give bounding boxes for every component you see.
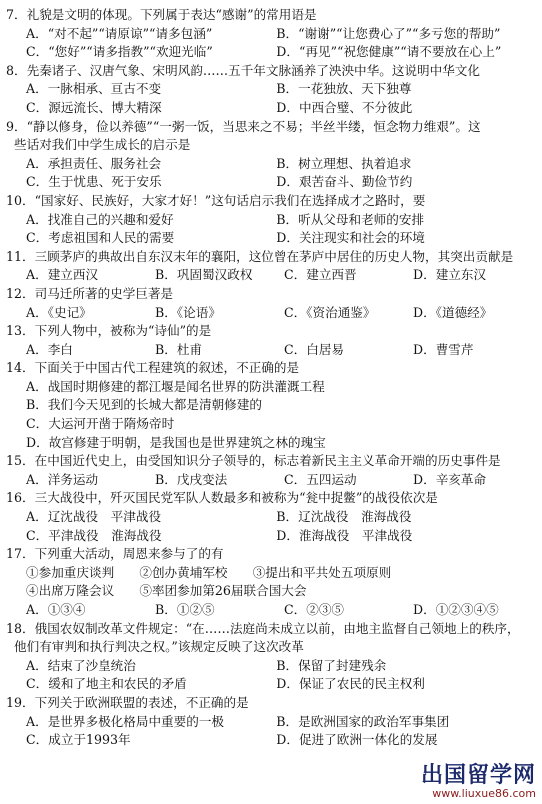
option-a: A．结束了沙皇统治 xyxy=(26,657,136,673)
question-stem-continued: 些话对我们中学生成长的启示是 xyxy=(14,137,191,153)
question-8 xyxy=(0,62,542,118)
option-d: D．关注现实和社会的环境 xyxy=(276,230,425,246)
options-group xyxy=(0,341,542,360)
question-item-row: ①参加重庆谈判 ②创办黄埔军校 ③提出和平共处五项原则 xyxy=(26,564,392,580)
option-d: D．建立东汉 xyxy=(413,267,487,283)
question-stem: 10．“国家好、民族好，大家才好！”这句话启示我们在选择成才之路时，要 xyxy=(6,192,426,208)
option-b: B．巩固蜀汉政权 xyxy=(155,267,253,283)
option-b: B．保留了封建残余 xyxy=(276,657,387,673)
options-group xyxy=(0,471,542,490)
option-b: B．树立理想、执着追求 xyxy=(276,155,412,171)
option-a: A．洋务运动 xyxy=(26,471,99,487)
question-13 xyxy=(0,322,542,359)
option-a: A．李白 xyxy=(26,341,73,357)
question-stem: 13．下列人物中，被称为“诗仙”的是 xyxy=(6,323,212,339)
option-c: C．“您好”“请多指教”“欢迎光临” xyxy=(26,44,213,60)
question-stem: 12．司马迁所著的史学巨著是 xyxy=(6,285,174,301)
option-d: D．辛亥革命 xyxy=(413,471,487,487)
options-group xyxy=(0,713,542,750)
options-group xyxy=(0,657,542,694)
option-b: B．戊戌变法 xyxy=(155,471,228,487)
options-group xyxy=(0,155,542,192)
option-a: A．①③④ xyxy=(26,602,86,617)
question-stem: 19．下列关于欧洲联盟的表述，不正确的是 xyxy=(6,694,249,710)
options-group xyxy=(0,80,542,117)
question-stem: 15．在中国近代史上，由受国知识分子领导的，标志着新民主主义革命开端的历史事件是 xyxy=(6,453,501,469)
option-d: D．《道德经》 xyxy=(413,304,493,320)
option-c: C．成立于1993年 xyxy=(26,732,131,748)
option-d: D．故宫修建于明朝，是我国也是世界建筑之林的瑰宝 xyxy=(26,434,326,450)
option-a: A．“对不起”“请原谅”“请多包涵” xyxy=(26,25,213,41)
option-c: C．建立西晋 xyxy=(284,267,357,283)
question-11 xyxy=(0,248,542,285)
option-c: C．缓和了地主和农民的矛盾 xyxy=(26,676,187,692)
exam-page xyxy=(0,6,542,750)
question-stem: 14．下面关于中国古代工程建筑的叙述，不正确的是 xyxy=(6,360,300,376)
option-a: A．辽沈战役 平津战役 xyxy=(26,509,162,525)
option-c: C．考虑祖国和人民的需要 xyxy=(26,230,175,246)
option-c: C．白居易 xyxy=(284,341,345,357)
option-b: B．听从父母和老师的安排 xyxy=(276,211,425,227)
option-d: D．曹雪芹 xyxy=(413,341,474,357)
option-a: A．一脉相承、亘古不变 xyxy=(26,81,162,97)
question-stem: 11．三顾茅庐的典故出自东汉末年的襄阳，这位曾在茅庐中居住的历史人物，其突出贡献是 xyxy=(6,248,514,264)
option-d: D．艰苦奋斗、勤俭节约 xyxy=(276,174,413,190)
question-14 xyxy=(0,359,542,452)
question-stem: 7．礼貌是文明的体现。下列属于表达“感谢”的常用语是 xyxy=(6,7,317,22)
question-16 xyxy=(0,489,542,545)
options-group xyxy=(0,304,542,323)
option-c: C．《资治通鉴》 xyxy=(284,304,376,320)
question-19 xyxy=(0,694,542,750)
question-7 xyxy=(0,6,542,62)
option-d: D．保证了农民的民主权利 xyxy=(276,676,425,692)
option-d: D．淮海战役 平津战役 xyxy=(276,527,413,543)
watermark-title: 出国留学网 xyxy=(420,763,536,788)
option-c: C．大运河开凿于隋炀帝时 xyxy=(26,416,175,432)
option-d: D．促进了欧洲一体化的发展 xyxy=(276,732,438,748)
option-b: B．我们今天见到的长城大都是清朝修建的 xyxy=(26,397,262,413)
options-group xyxy=(0,25,542,62)
option-a: A．找准自己的兴趣和爱好 xyxy=(26,211,174,227)
option-d: D．“再见”“祝您健康”“请不要放在心上” xyxy=(276,44,502,60)
option-a: A．承担责任、服务社会 xyxy=(26,155,162,171)
option-b: B．《论语》 xyxy=(155,304,221,320)
question-10 xyxy=(0,192,542,248)
options-group xyxy=(0,378,542,452)
question-15 xyxy=(0,452,542,489)
option-c: C．②③⑤ xyxy=(284,602,345,617)
question-stem: 8．先秦诸子、汉唐气象、宋明风韵……五千年文脉涵养了泱泱中华。这说明中华文化 xyxy=(6,62,480,78)
option-c: C．五四运动 xyxy=(284,471,357,487)
options-group xyxy=(0,508,542,545)
watermark-url: www.liuxue86.com xyxy=(432,787,536,800)
question-stem: 17．下列重大活动，周恩来参与了的有 xyxy=(6,546,224,562)
option-b: B．杜甫 xyxy=(155,341,203,357)
question-17 xyxy=(0,545,542,619)
question-stem: 18．俄国农奴制改革文件规定：“在……法庭尚未成立以前，由地主监督自己领地上的秩序， xyxy=(6,620,520,636)
option-c: C．平津战役 淮海战役 xyxy=(26,527,162,543)
option-c: C．源远流长、博大精深 xyxy=(26,99,162,115)
option-b: B．一花独放、天下独尊 xyxy=(276,81,412,97)
option-c: C．生于忧患、死于安乐 xyxy=(26,174,162,190)
option-a: A．战国时期修建的都江堰是闻名世界的防洪灌溉工程 xyxy=(26,378,325,394)
options-group xyxy=(0,211,542,248)
option-a: A．建立西汉 xyxy=(26,267,99,283)
question-12 xyxy=(0,285,542,322)
question-stem-continued: 他们有审判和执行判决之权。”该规定反映了这次改革 xyxy=(14,639,304,655)
option-d: D．中西合璧、不分彼此 xyxy=(276,99,413,115)
options-group xyxy=(0,601,542,620)
question-stem: 16．三大战役中，歼灭国民党军队人数最多和被称为“瓮中捉鳖”的战役依次是 xyxy=(6,490,438,506)
options-group xyxy=(0,266,542,285)
option-a: A．《史记》 xyxy=(26,304,92,320)
question-18 xyxy=(0,620,542,694)
option-b: B．是欧洲国家的政治军事集团 xyxy=(276,713,450,729)
question-stem: 9．“静以修身，俭以养德”“一粥一饭，当思来之不易；半丝半缕，恒念物力维艰”。这 xyxy=(6,118,481,134)
option-b: B．①②⑤ xyxy=(155,602,215,617)
question-9 xyxy=(0,118,542,192)
option-a: A．是世界多极化格局中重要的一极 xyxy=(26,713,225,729)
option-d: D．①②③④⑤ xyxy=(413,602,499,617)
question-item-row: ④出席万隆会议 ⑤率团参加第26届联合国大会 xyxy=(26,583,307,599)
watermark-logo xyxy=(421,758,536,800)
option-b: B．辽沈战役 淮海战役 xyxy=(276,509,412,525)
option-b: B．“谢谢”“让您费心了”“多亏您的帮助” xyxy=(276,25,501,41)
